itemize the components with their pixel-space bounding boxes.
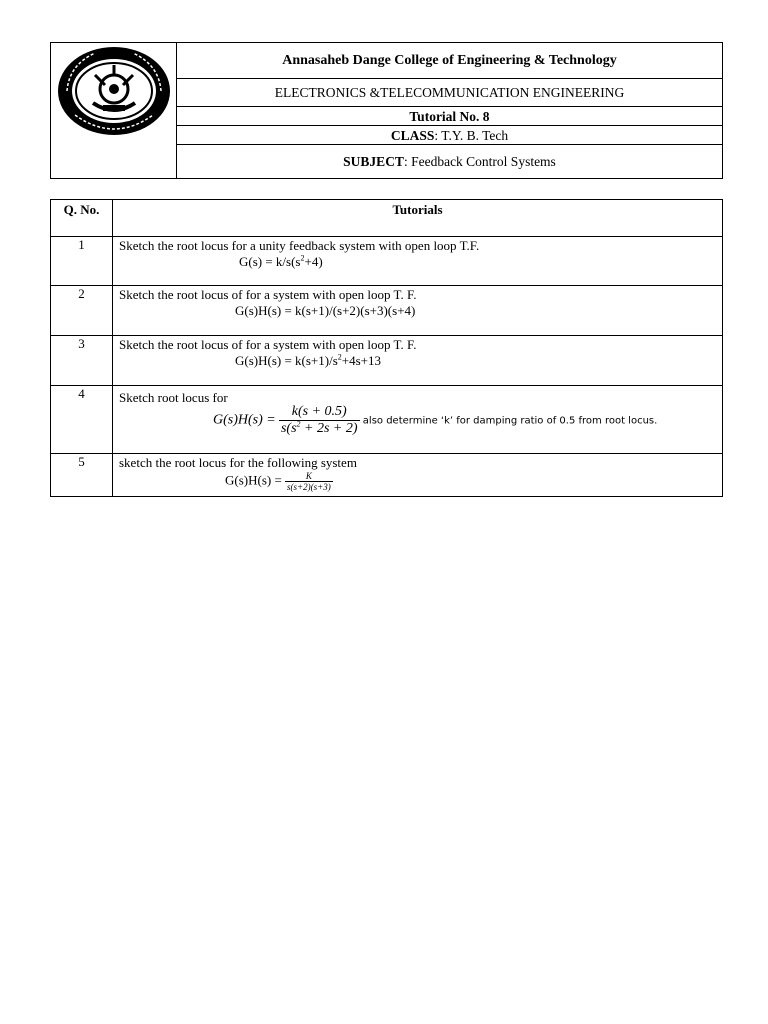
question-number: 3 — [51, 336, 113, 386]
question-tail-text: also determine ‘k’ for damping ratio of 0.5 from root locus. — [362, 415, 658, 427]
question-formula: G(s)H(s) = k(s+1)/(s+2)(s+3)(s+4) — [235, 303, 416, 318]
formula-part: +4s+13 — [341, 353, 381, 368]
department-name: ELECTRONICS &TELECOMMUNICATION ENGINEERING — [177, 79, 722, 107]
subject-value: : Feedback Control Systems — [403, 154, 556, 169]
formula-part: +4) — [304, 254, 323, 269]
formula-denominator: s(s+2)(s+3) — [287, 482, 331, 492]
formula-lhs: G(s)H(s) = — [225, 472, 282, 488]
formula-part: G(s)H(s) = k(s+1)/s — [235, 353, 338, 368]
formula-exponent: 2 — [296, 419, 301, 429]
class-label: CLASS — [390, 128, 435, 143]
table-row — [51, 454, 723, 497]
table-header-row — [51, 200, 723, 237]
question-text: sketch the root locus for the following system — [119, 455, 357, 470]
question-text: Sketch the root locus of for a system with open loop T. F. — [119, 337, 417, 352]
table-row — [51, 237, 723, 286]
question-text: Sketch root locus for — [119, 390, 228, 405]
formula-part: G(s) = k/s(s — [239, 254, 301, 269]
formula-exponent: 2 — [300, 253, 305, 263]
formula-fraction — [285, 471, 333, 492]
formula-exponent: 2 — [337, 352, 342, 362]
subject-label: SUBJECT — [343, 154, 404, 169]
class-row — [177, 126, 722, 145]
question-text: Sketch the root locus for a unity feedback system with open loop T.F. — [119, 238, 480, 253]
column-header-qno: Q. No. — [51, 200, 113, 237]
formula-lhs: G(s)H(s) = — [213, 412, 276, 428]
table-row — [51, 286, 723, 336]
formula-denominator — [279, 421, 360, 437]
formula-part: s(s — [280, 421, 297, 436]
question-cell — [113, 286, 723, 336]
table-row — [51, 386, 723, 454]
question-formula — [119, 353, 722, 369]
formula-numerator: K — [285, 471, 333, 482]
logo-cell — [51, 43, 177, 178]
table-row — [51, 336, 723, 386]
class-value: : T.Y. B. Tech — [434, 128, 509, 143]
question-cell — [113, 454, 723, 497]
question-cell — [113, 237, 723, 286]
tutorial-number: Tutorial No. 8 — [177, 107, 722, 126]
question-formula — [119, 404, 722, 437]
tutorials-table — [50, 199, 723, 497]
college-name: Annasaheb Dange College of Engineering & Technology — [177, 43, 722, 79]
question-number: 2 — [51, 286, 113, 336]
question-text: Sketch the root locus of for a system with open loop T. F. — [119, 287, 417, 302]
question-cell — [113, 336, 723, 386]
college-seal-icon — [55, 45, 173, 137]
subject-row — [177, 145, 722, 178]
question-cell — [113, 386, 723, 454]
question-number: 4 — [51, 386, 113, 454]
question-formula — [119, 254, 722, 270]
question-formula — [119, 471, 722, 495]
formula-numerator: k(s + 0.5) — [279, 404, 360, 421]
column-header-tutorials: Tutorials — [113, 200, 723, 237]
header-table — [50, 42, 723, 179]
question-number: 5 — [51, 454, 113, 497]
formula-part: + 2s + 2) — [300, 421, 358, 436]
formula-fraction — [279, 404, 360, 437]
question-number: 1 — [51, 237, 113, 286]
